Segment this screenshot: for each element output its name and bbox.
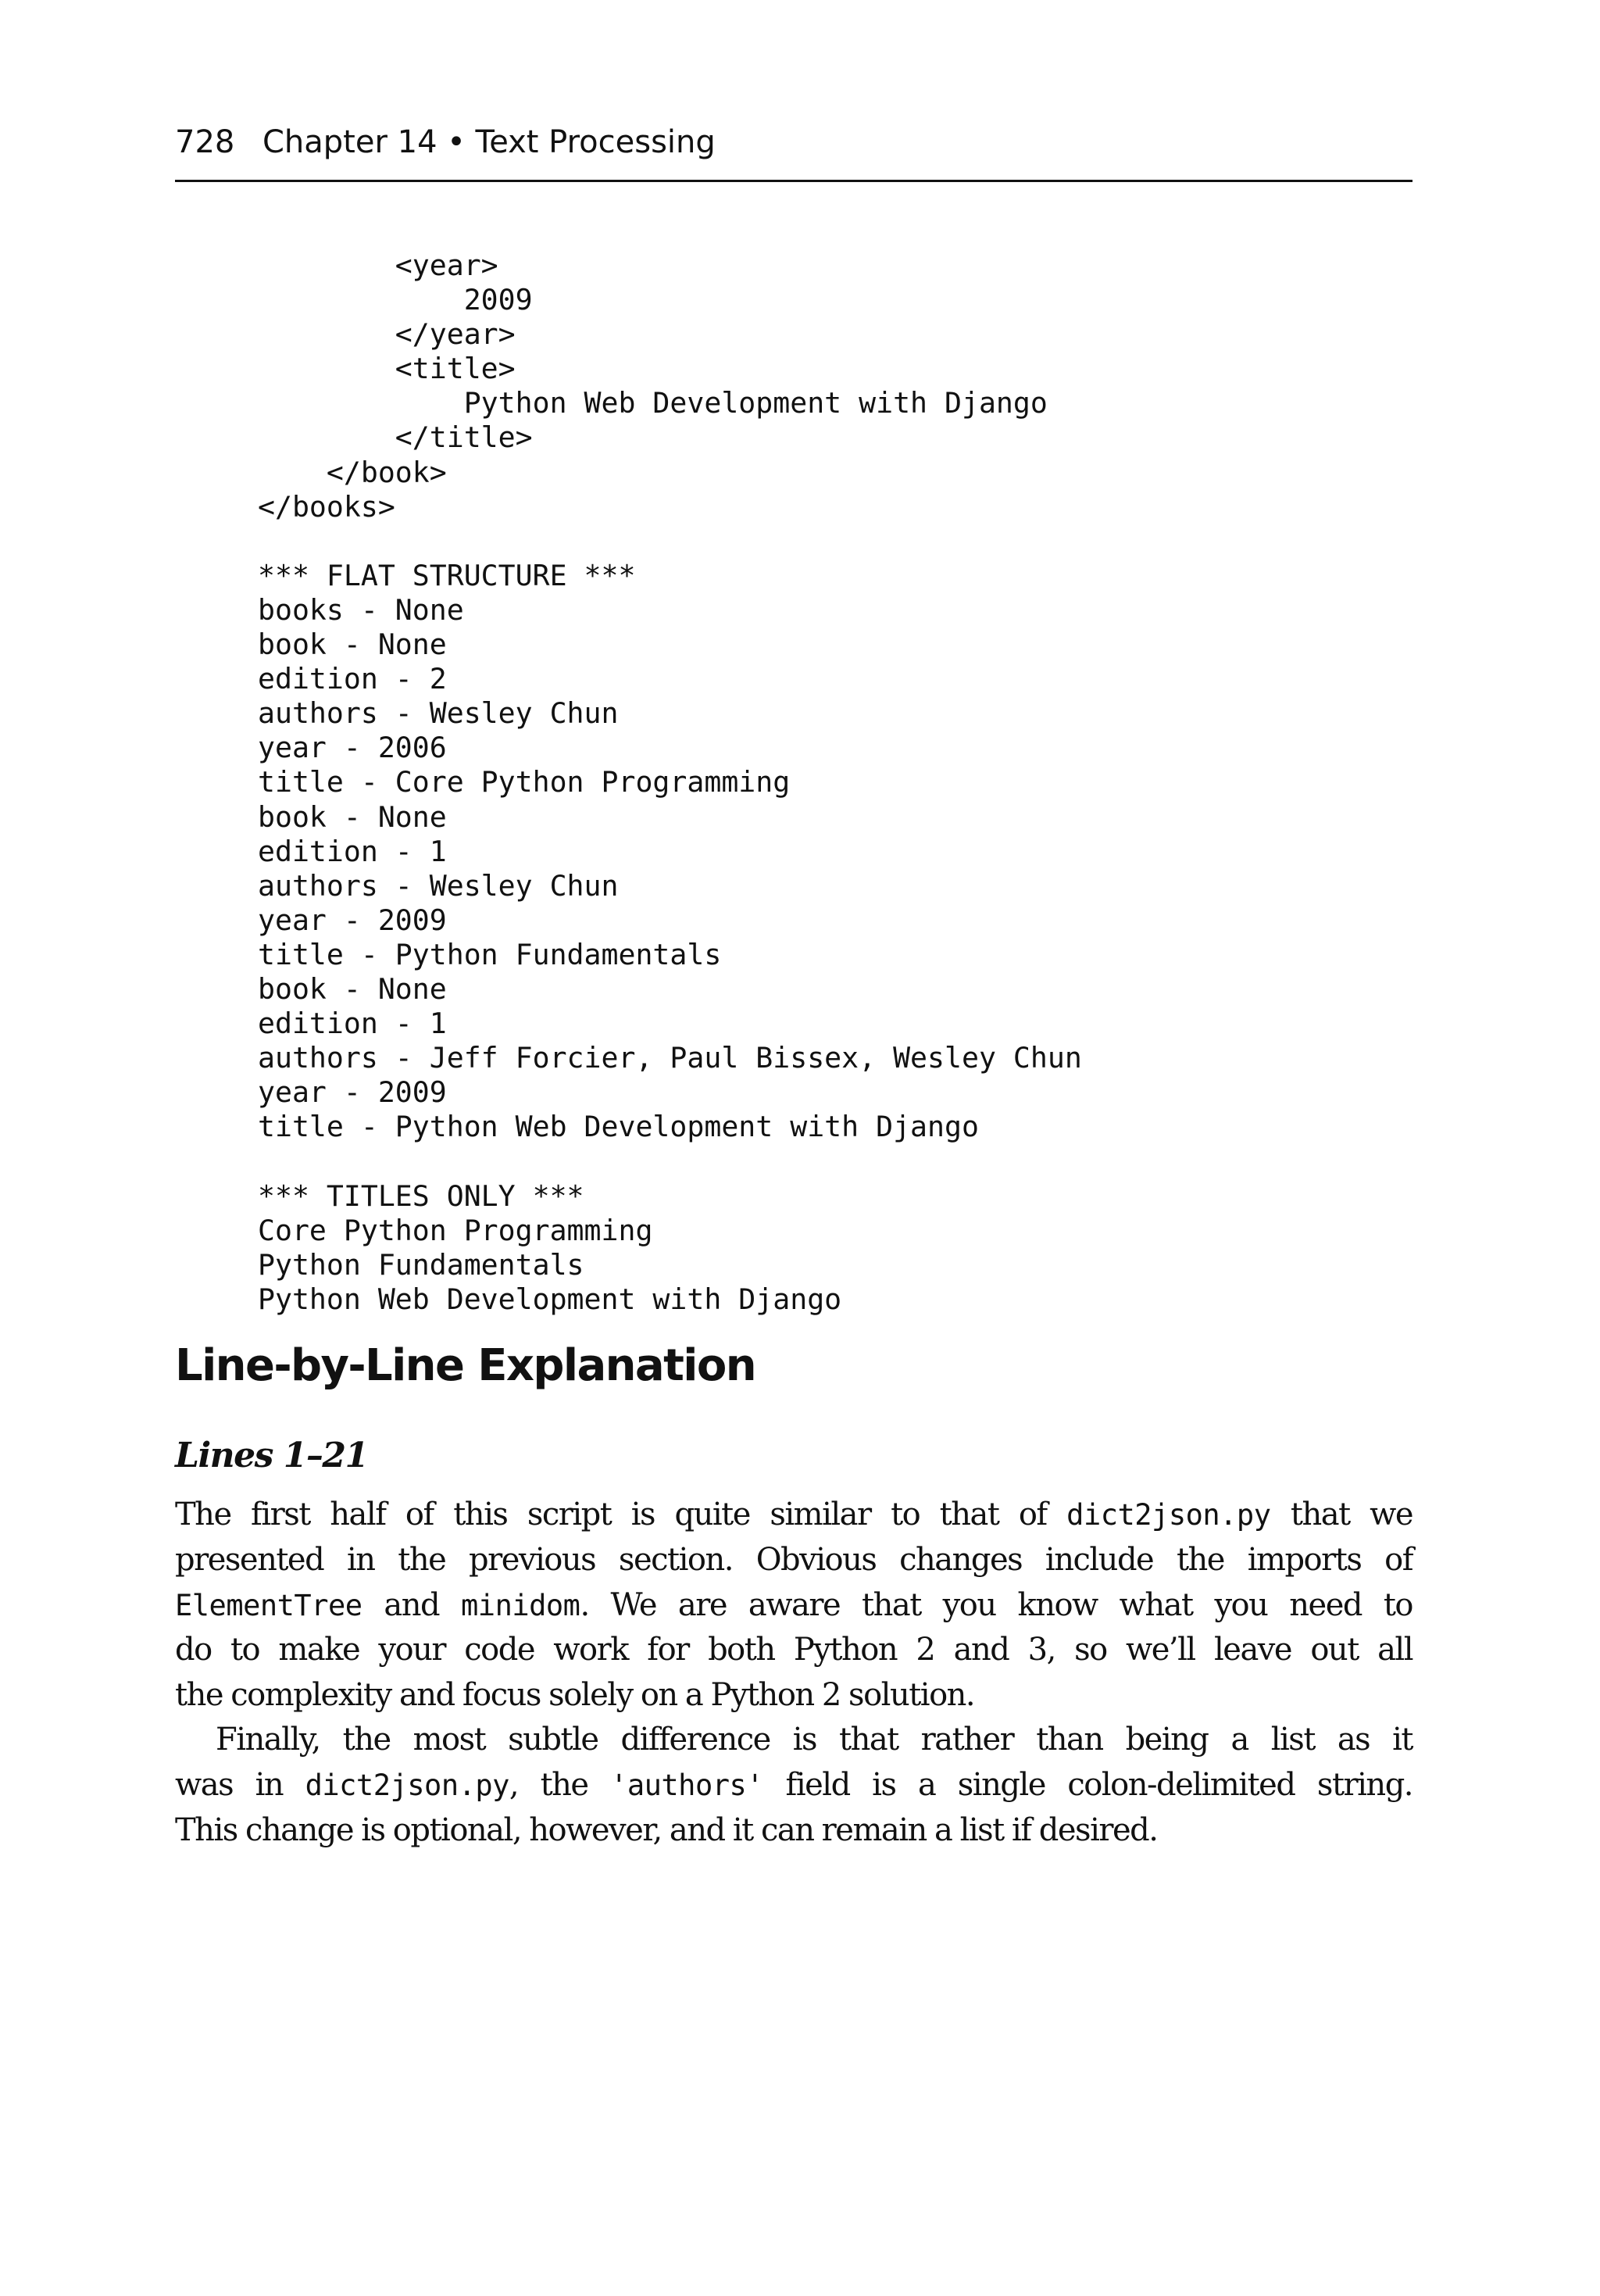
chapter-title: Chapter 14 • Text Processing xyxy=(262,124,716,160)
subsection-heading: Lines 1–21 xyxy=(175,1436,368,1475)
body-paragraph-2 xyxy=(175,1718,1412,1853)
code-line: Python Web Development with Django xyxy=(258,386,1048,420)
code-line: year - 2009 xyxy=(258,1075,447,1110)
code-line: authors - Wesley Chun xyxy=(258,696,619,731)
inline-code: dict2json.py xyxy=(305,1768,509,1802)
code-output-block xyxy=(258,249,1082,1317)
page-number: 728 xyxy=(175,124,235,160)
paragraph-line: ElementTree and minidom. We are aware that you know what you need to xyxy=(175,1586,1412,1623)
paragraph-line: This change is optional, however, and it can remain a list if desired. xyxy=(175,1811,1158,1848)
code-line: title - Python Fundamentals xyxy=(258,937,722,971)
paragraph-line: do to make your code work for both Python 2 and 3, so we’ll leave out all xyxy=(175,1632,1412,1668)
code-line: Python Fundamentals xyxy=(258,1247,584,1282)
section-heading: Line-by-Line Explanation xyxy=(175,1340,756,1391)
code-line: <year> xyxy=(258,249,498,282)
code-line: Python Web Development with Django xyxy=(258,1282,842,1316)
inline-code: ElementTree xyxy=(175,1588,362,1622)
code-line: title - Python Web Development with Django xyxy=(258,1110,979,1144)
inline-code: minidom xyxy=(461,1588,580,1622)
code-line: edition - 1 xyxy=(258,1007,447,1041)
code-line: authors - Wesley Chun xyxy=(258,868,619,903)
code-line: </book> xyxy=(258,455,447,489)
paragraph-line: Finally, the most subtle difference is that rather than being a list as it xyxy=(216,1722,1412,1758)
code-line: Core Python Programming xyxy=(258,1213,653,1247)
paragraph-line: The first half of this script is quite similar to that of dict2json.py that we xyxy=(175,1497,1413,1532)
body-paragraph-1 xyxy=(175,1493,1412,1718)
inline-code: 'authors' xyxy=(610,1768,764,1802)
running-header xyxy=(175,117,1412,182)
code-line: books - None xyxy=(258,592,464,627)
paragraph-line: presented in the previous section. Obvious changes include the imports of xyxy=(175,1541,1412,1578)
code-line: </title> xyxy=(258,420,533,455)
code-line: edition - 1 xyxy=(258,834,447,868)
code-line: year - 2009 xyxy=(258,903,447,937)
paragraph-line: was in dict2json.py, the 'authors' field is a single colon-delimited string. xyxy=(175,1766,1413,1803)
inline-code: dict2json.py xyxy=(1066,1498,1271,1532)
code-line: book - None xyxy=(258,628,447,662)
code-line: book - None xyxy=(258,799,447,834)
code-line: title - Core Python Programming xyxy=(258,765,791,799)
code-line: </year> xyxy=(258,317,516,352)
code-line: 2009 xyxy=(258,283,533,317)
code-line: book - None xyxy=(258,971,447,1006)
code-line: </books> xyxy=(258,489,395,524)
code-line: *** FLAT STRUCTURE *** xyxy=(258,558,636,592)
paragraph-line: the complexity and focus solely on a Python 2 solution. xyxy=(175,1677,975,1714)
code-line: authors - Jeff Forcier, Paul Bissex, Wesley Chun xyxy=(258,1041,1082,1075)
code-line: *** TITLES ONLY *** xyxy=(258,1178,584,1213)
code-line: year - 2006 xyxy=(258,731,447,765)
code-line: <title> xyxy=(258,352,516,386)
code-line: edition - 2 xyxy=(258,662,447,696)
